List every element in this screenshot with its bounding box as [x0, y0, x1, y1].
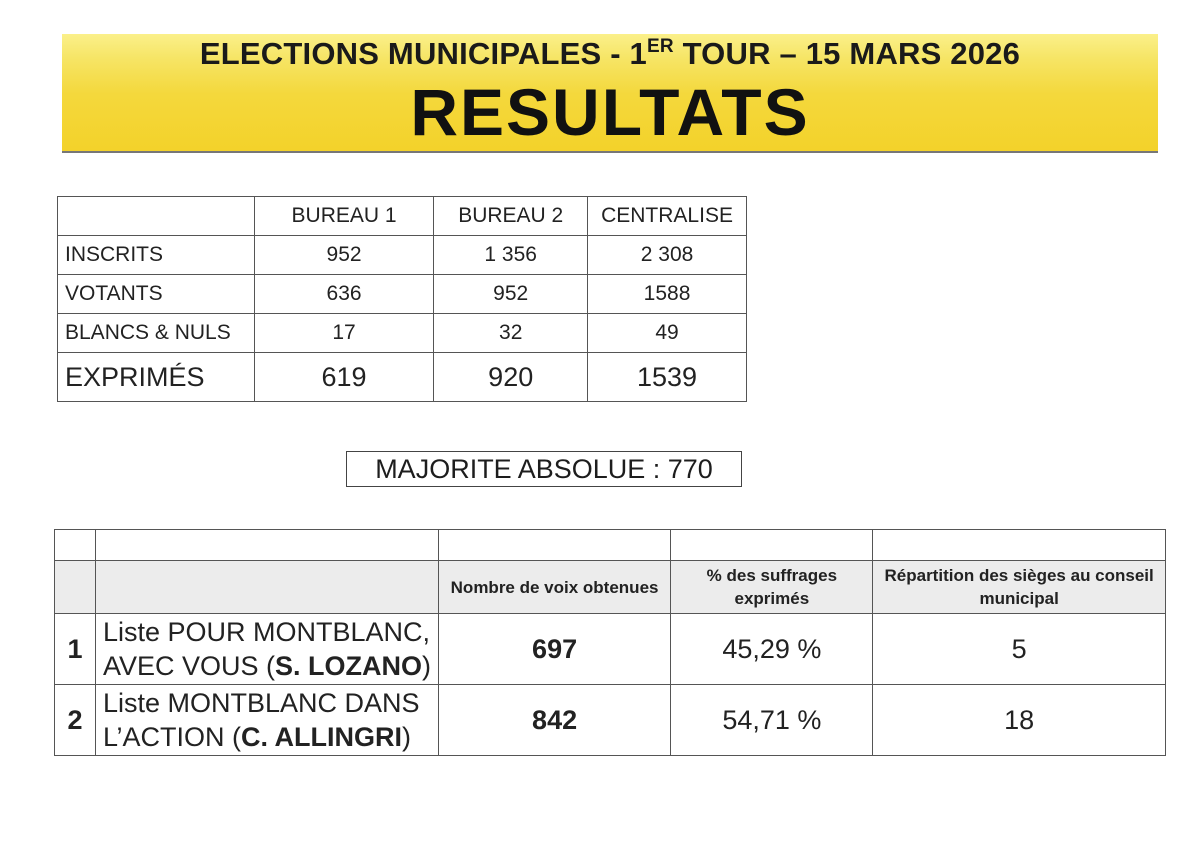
value-cell: 32 — [434, 314, 588, 353]
table-row — [55, 614, 1166, 685]
list-name-line1: Liste POUR MONTBLANC, — [102, 617, 431, 647]
row-label-blancs-nuls: BLANCS & NULS — [58, 314, 255, 353]
column-header-bureau-2: BUREAU 2 — [434, 197, 588, 236]
absolute-majority-box: MAJORITE ABSOLUE : 770 — [346, 451, 742, 487]
list-name — [95, 614, 438, 685]
votes-cell: 697 — [438, 614, 671, 685]
table-header-row — [55, 561, 1166, 614]
seats-cell: 5 — [873, 614, 1166, 685]
value-cell: 636 — [254, 275, 434, 314]
table-row — [58, 314, 747, 353]
election-title — [62, 36, 1158, 72]
table-row — [58, 236, 747, 275]
list-number: 1 — [55, 614, 96, 685]
value-cell: 1 356 — [434, 236, 588, 275]
header-percent: % des suffrages exprimés — [671, 561, 873, 614]
empty-cell — [95, 530, 438, 561]
value-cell: 920 — [434, 353, 588, 402]
list-results-table — [54, 529, 1166, 756]
value-cell: 1539 — [588, 353, 747, 402]
table-row — [55, 685, 1166, 756]
list-leader-name: C. ALLINGRI — [240, 722, 402, 752]
value-cell: 952 — [434, 275, 588, 314]
list-leader-name: S. LOZANO — [275, 651, 422, 681]
empty-cell — [55, 530, 96, 561]
table-row — [58, 353, 747, 402]
empty-cell — [873, 530, 1166, 561]
value-cell: 17 — [254, 314, 434, 353]
list-name-line2 — [103, 649, 438, 683]
list-name-suffix: ) — [401, 722, 411, 752]
results-heading: RESULTATS — [410, 75, 810, 149]
header-seats: Répartition des sièges au conseil municipal — [873, 561, 1166, 614]
value-cell: 2 308 — [588, 236, 747, 275]
row-label-exprimes: EXPRIMÉS — [58, 353, 255, 402]
list-name-line2 — [103, 720, 438, 754]
election-title-start: ELECTIONS MUNICIPALES - 1 — [199, 36, 647, 71]
polling-stations-table — [57, 196, 747, 402]
value-cell: 1588 — [588, 275, 747, 314]
table-spacer-row — [55, 530, 1166, 561]
percent-cell: 45,29 % — [671, 614, 873, 685]
list-name-suffix: ) — [422, 651, 431, 681]
percent-cell: 54,71 % — [671, 685, 873, 756]
value-cell: 952 — [254, 236, 434, 275]
votes-cell: 842 — [438, 685, 671, 756]
table-row — [58, 275, 747, 314]
empty-cell — [671, 530, 873, 561]
election-title-end: TOUR – 15 MARS 2026 — [673, 36, 1021, 71]
value-cell: 49 — [588, 314, 747, 353]
empty-corner-cell — [58, 197, 255, 236]
list-name-prefix: AVEC VOUS ( — [102, 651, 275, 681]
empty-cell — [55, 561, 96, 614]
list-name-prefix: L’ACTION ( — [102, 722, 241, 752]
list-name — [95, 685, 438, 756]
list-number: 2 — [55, 685, 96, 756]
row-label-inscrits: INSCRITS — [58, 236, 255, 275]
seats-cell: 18 — [873, 685, 1166, 756]
empty-cell — [95, 561, 438, 614]
column-header-bureau-1: BUREAU 1 — [254, 197, 434, 236]
empty-cell — [438, 530, 671, 561]
header-votes: Nombre de voix obtenues — [438, 561, 671, 614]
election-title-superscript: ER — [646, 36, 674, 57]
column-header-centralise: CENTRALISE — [588, 197, 747, 236]
table-header-row — [58, 197, 747, 236]
title-banner — [62, 34, 1158, 153]
value-cell: 619 — [254, 353, 434, 402]
row-label-votants: VOTANTS — [58, 275, 255, 314]
list-name-line1: Liste MONTBLANC DANS — [102, 688, 420, 718]
